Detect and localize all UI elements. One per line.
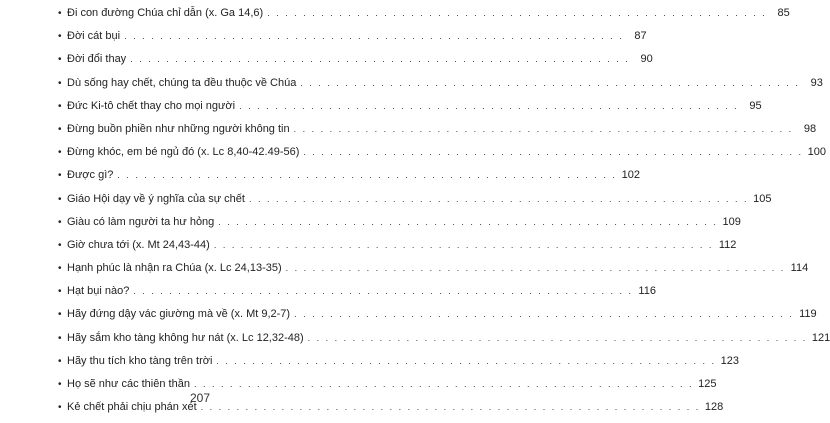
toc-entry bbox=[58, 76, 823, 99]
toc-entry bbox=[58, 122, 817, 145]
toc-entry-title: Hãy sắm kho tàng không hư nát (x. Lc 12,32-48) bbox=[67, 331, 304, 344]
dot-leader bbox=[218, 215, 718, 229]
dot-leader bbox=[216, 354, 716, 368]
toc-entry-page: 100 bbox=[807, 146, 826, 159]
toc-entry-title: Đừng khóc, em bé ngủ đó (x. Lc 8,40-42.49-56) bbox=[67, 146, 300, 159]
toc-entry-page: 123 bbox=[720, 354, 739, 367]
bullet-icon: • bbox=[58, 54, 62, 66]
toc-entry bbox=[58, 192, 772, 215]
toc-entry-title: Được gì? bbox=[67, 169, 114, 182]
dot-leader bbox=[117, 168, 617, 182]
dot-leader bbox=[201, 400, 701, 414]
table-of-contents bbox=[58, 6, 830, 423]
toc-entry bbox=[58, 6, 790, 29]
toc-entry-title: Hạnh phúc là nhận ra Chúa (x. Lc 24,13-35) bbox=[67, 262, 282, 275]
bullet-icon: • bbox=[58, 379, 62, 390]
dot-leader bbox=[194, 377, 694, 391]
dot-leader bbox=[124, 29, 624, 43]
toc-entry-title: Đừng buồn phiền như những người không tin bbox=[67, 122, 290, 135]
toc-entry bbox=[58, 168, 640, 191]
toc-entry-title: Hãy thu tích kho tàng trên trời bbox=[67, 354, 213, 367]
toc-entry-page: 85 bbox=[777, 7, 790, 19]
bullet-icon: • bbox=[58, 309, 62, 321]
bullet-icon: • bbox=[58, 332, 62, 344]
toc-entry bbox=[58, 354, 739, 377]
bullet-icon: • bbox=[58, 239, 62, 251]
dot-leader bbox=[249, 192, 749, 206]
bullet-icon: • bbox=[58, 216, 62, 228]
bullet-icon: • bbox=[58, 77, 62, 89]
dot-leader bbox=[294, 122, 794, 136]
toc-entry-title: Giàu có làm người ta hư hỏng bbox=[67, 215, 215, 228]
dot-leader bbox=[294, 307, 794, 321]
toc-entry-page: 128 bbox=[704, 401, 724, 414]
toc-entry-title: Kẻ chết phải chịu phán xét bbox=[67, 401, 197, 414]
toc-entry bbox=[58, 238, 737, 261]
toc-entry bbox=[58, 307, 817, 330]
bullet-icon: • bbox=[58, 8, 62, 19]
dot-leader bbox=[267, 6, 767, 20]
toc-entry-title: Giáo Hội dạy về ý nghĩa của sự chết bbox=[67, 192, 245, 205]
bullet-icon: • bbox=[58, 402, 62, 414]
page-number: 207 bbox=[189, 391, 211, 405]
bullet-icon: • bbox=[58, 147, 62, 159]
toc-entry-page: 93 bbox=[810, 76, 823, 89]
bullet-icon: • bbox=[58, 355, 62, 367]
toc-entry-page: 98 bbox=[803, 122, 817, 135]
bullet-icon: • bbox=[58, 286, 62, 298]
bullet-icon: • bbox=[58, 170, 62, 182]
toc-entry-page: 116 bbox=[638, 285, 656, 298]
toc-entry bbox=[58, 29, 647, 52]
dot-leader bbox=[214, 238, 714, 252]
toc-entry bbox=[58, 145, 826, 168]
toc-entry-page: 102 bbox=[621, 169, 640, 182]
toc-entry-title: Đi con đường Chúa chỉ dẫn (x. Ga 14,6) bbox=[67, 7, 264, 19]
toc-entry-page: 114 bbox=[790, 262, 809, 275]
toc-entry-page: 109 bbox=[722, 215, 741, 228]
toc-entry bbox=[58, 99, 762, 122]
toc-entry-page: 87 bbox=[634, 30, 647, 43]
toc-entry-page: 95 bbox=[749, 99, 762, 112]
toc-entry-title: Họ sẽ như các thiên thần bbox=[67, 378, 190, 390]
dot-leader bbox=[300, 76, 800, 90]
toc-entry-title: Dù sống hay chết, chúng ta đều thuộc về Chúa bbox=[67, 76, 297, 89]
dot-leader bbox=[133, 284, 633, 298]
toc-entry-page: 105 bbox=[753, 192, 772, 205]
toc-entry bbox=[58, 331, 830, 354]
toc-entry-title: Hãy đứng dậy vác giường mà về (x. Mt 9,2-7) bbox=[67, 308, 291, 321]
toc-entry-page: 125 bbox=[698, 378, 717, 390]
toc-entry-page: 119 bbox=[799, 308, 817, 321]
toc-entry bbox=[58, 261, 809, 284]
bullet-icon: • bbox=[58, 123, 62, 135]
toc-entry-title: Đời cát bụi bbox=[67, 30, 121, 43]
toc-entry-page: 112 bbox=[718, 238, 737, 251]
toc-entry bbox=[58, 215, 741, 238]
bullet-icon: • bbox=[58, 263, 62, 275]
dot-leader bbox=[303, 145, 803, 159]
toc-entry-title: Đời đổi thay bbox=[67, 53, 127, 66]
toc-entry-title: Hạt bụi nào? bbox=[67, 285, 130, 298]
toc-entry-page: 121 bbox=[811, 331, 830, 344]
bullet-icon: • bbox=[58, 100, 62, 112]
dot-leader bbox=[130, 52, 630, 66]
bullet-icon: • bbox=[58, 193, 62, 205]
toc-entry-title: Giờ chưa tới (x. Mt 24,43-44) bbox=[67, 238, 210, 251]
dot-leader bbox=[308, 331, 808, 345]
toc-entry-title: Đức Ki-tô chết thay cho mọi người bbox=[67, 99, 236, 112]
toc-entry bbox=[58, 284, 656, 307]
dot-leader bbox=[286, 261, 786, 275]
toc-entry-page: 90 bbox=[640, 53, 653, 66]
toc-entry bbox=[58, 52, 653, 75]
dot-leader bbox=[239, 99, 739, 113]
bullet-icon: • bbox=[58, 31, 62, 43]
